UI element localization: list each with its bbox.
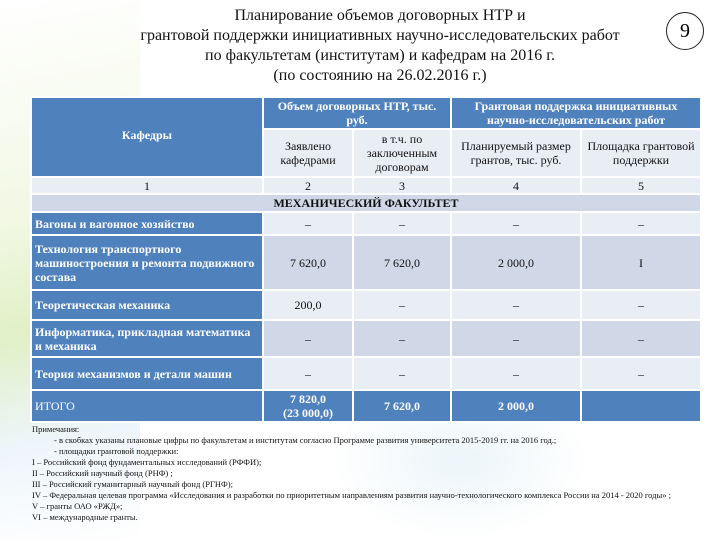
table-row bbox=[31, 320, 701, 357]
total-concluded: 7 620,0 bbox=[353, 390, 451, 422]
table-row bbox=[31, 357, 701, 390]
note-item: III – Российский гуманитарный научный фонд (РГНФ); bbox=[32, 479, 233, 489]
cell-declared: 200,0 bbox=[263, 290, 353, 320]
col-number: 5 bbox=[581, 177, 701, 194]
cell-concluded: – bbox=[353, 320, 451, 357]
col-number: 2 bbox=[263, 177, 353, 194]
note-item: VI – международные гранты. bbox=[32, 512, 138, 522]
department-name: Теоретическая механика bbox=[31, 290, 263, 320]
note-item: V – гранты ОАО «РЖД»; bbox=[32, 501, 123, 511]
total-label: ИТОГО bbox=[31, 390, 263, 422]
cell-concluded: 7 620,0 bbox=[353, 235, 451, 290]
total-grant-platform bbox=[581, 390, 701, 422]
header-grant-support: Грантовая поддержка инициативных научно-исследовательских работ bbox=[451, 97, 701, 129]
notes-heading: Примечания: bbox=[32, 424, 80, 434]
page-title bbox=[100, 6, 660, 86]
cell-grant-size: 2 000,0 bbox=[451, 235, 581, 290]
col-number: 4 bbox=[451, 177, 581, 194]
table-row bbox=[31, 290, 701, 320]
note-item: II – Российский научный фонд (РНФ) ; bbox=[32, 468, 173, 478]
subheader-concluded: в т.ч. по заключенным договорам bbox=[353, 129, 451, 177]
cell-grant-size: – bbox=[451, 212, 581, 235]
cell-grant-platform: – bbox=[581, 357, 701, 390]
cell-declared: – bbox=[263, 320, 353, 357]
total-row bbox=[31, 390, 701, 422]
total-declared-value: 7 820,0 bbox=[290, 392, 326, 406]
header-departments: Кафедры bbox=[31, 97, 263, 177]
note-line: - площадки грантовой поддержки: bbox=[54, 446, 179, 456]
cell-grant-size: – bbox=[451, 357, 581, 390]
notes bbox=[32, 424, 712, 523]
note-line: - в скобках указаны плановые цифры по факультетам и институтам согласно Программе развития университета 2015-2019 гг. на 2016 год.; bbox=[54, 435, 557, 445]
cell-grant-platform: I bbox=[581, 235, 701, 290]
department-name: Информатика, прикладная математика и механика bbox=[31, 320, 263, 357]
col-number: 3 bbox=[353, 177, 451, 194]
note-item: IV – Федеральная целевая программа «Исследования и разработки по приоритетным направлениям развития научно-технологического комплекса России на 2014 - 2020 годы» ; bbox=[32, 490, 671, 500]
title-line: грантовой поддержки инициативных научно-исследовательских работ bbox=[140, 27, 620, 44]
cell-grant-platform: – bbox=[581, 290, 701, 320]
title-line: (по состоянию на 26.02.2016 г.) bbox=[273, 67, 487, 84]
cell-declared: – bbox=[263, 212, 353, 235]
total-grant-size: 2 000,0 bbox=[451, 390, 581, 422]
subheader-declared: Заявлено кафедрами bbox=[263, 129, 353, 177]
cell-concluded: – bbox=[353, 357, 451, 390]
department-name: Технология транспортного машиностроения и ремонта подвижного состава bbox=[31, 235, 263, 290]
cell-declared: 7 620,0 bbox=[263, 235, 353, 290]
cell-grant-size: – bbox=[451, 320, 581, 357]
table-row bbox=[31, 235, 701, 290]
title-line: по факультетам (институтам) и кафедрам на 2016 г. bbox=[205, 47, 555, 64]
data-table bbox=[30, 96, 702, 423]
page-number-badge: 9 bbox=[666, 12, 704, 50]
cell-concluded: – bbox=[353, 212, 451, 235]
subheader-grant-size: Планируемый размер грантов, тыс. руб. bbox=[451, 129, 581, 177]
col-number: 1 bbox=[31, 177, 263, 194]
subheader-grant-platform: Площадка грантовой поддержки bbox=[581, 129, 701, 177]
faculty-row: МЕХАНИЧЕСКИЙ ФАКУЛЬТЕТ bbox=[31, 194, 701, 212]
cell-declared: – bbox=[263, 357, 353, 390]
total-declared bbox=[263, 390, 353, 422]
header-contract-volume: Объем договорных НТР, тыс. руб. bbox=[263, 97, 451, 129]
cell-concluded: – bbox=[353, 290, 451, 320]
cell-grant-platform: – bbox=[581, 320, 701, 357]
total-declared-plan: (23 000,0) bbox=[283, 406, 333, 420]
note-item: I – Российский фонд фундаментальных исследований (РФФИ); bbox=[32, 457, 262, 467]
table-row bbox=[31, 212, 701, 235]
department-name: Теория механизмов и детали машин bbox=[31, 357, 263, 390]
cell-grant-size: – bbox=[451, 290, 581, 320]
department-name: Вагоны и вагонное хозяйство bbox=[31, 212, 263, 235]
cell-grant-platform: – bbox=[581, 212, 701, 235]
title-line: Планирование объемов договорных НТР и bbox=[234, 7, 526, 24]
